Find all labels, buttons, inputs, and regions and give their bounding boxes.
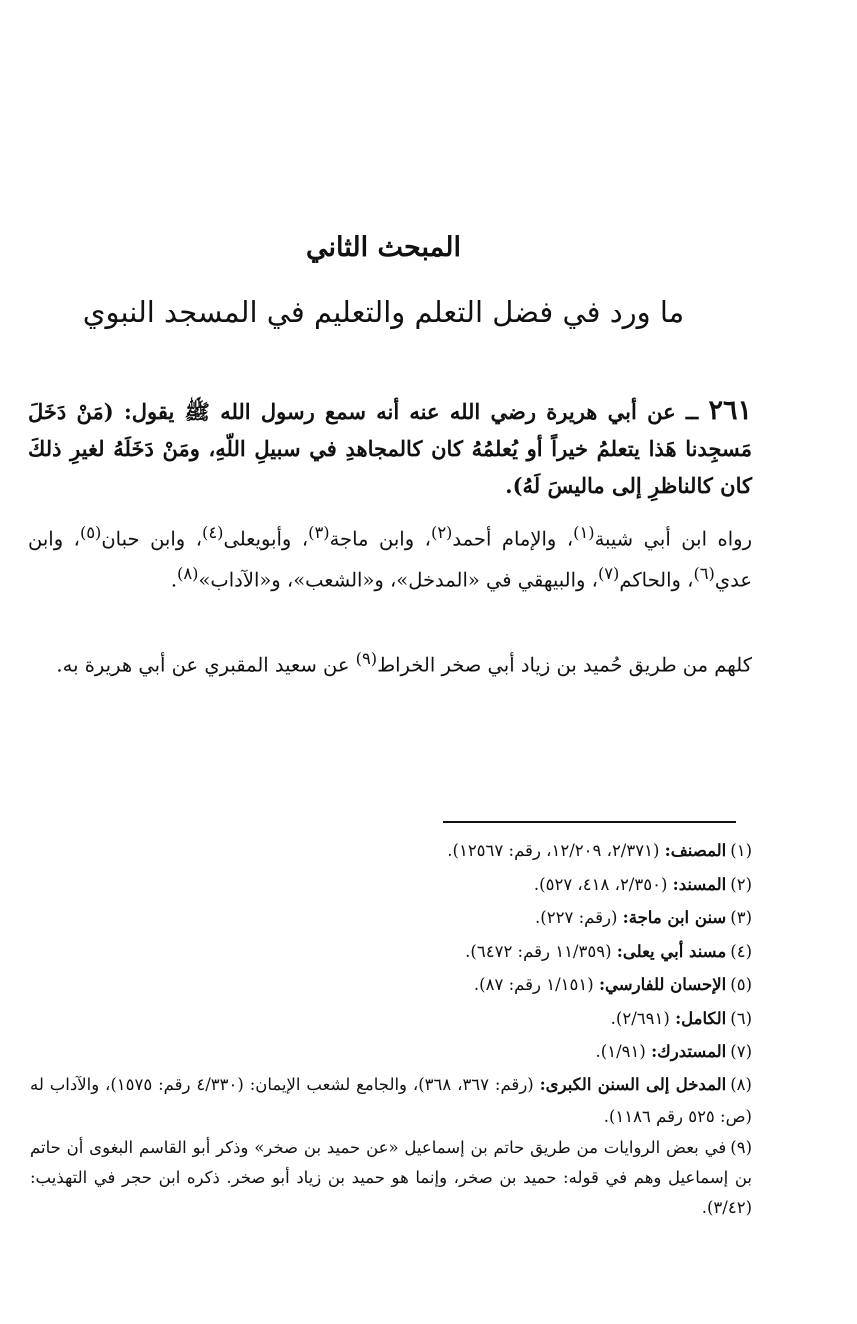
footnote-text: (٢/٣٧١، ١٢/٢٠٩، رقم: ١٢٥٦٧). <box>447 841 665 860</box>
footnote <box>30 901 752 935</box>
footnote-source: المصنف: <box>664 841 727 860</box>
footnote <box>30 1035 752 1069</box>
sources-text: رواه ابن أبي شيبة <box>594 527 752 551</box>
hadith-text: (مَنْ دَخَلَ مَسجِدنا هَذا يتعلمُ خيراً أو يُعلمُهُ كان كالمجاهدِ في سبيلِ اللّهِ، ومَنْ دَخَلَهُ لغيرِ ذلكَ كان كالناظرِ إلى ماليسَ لَهُ). <box>28 399 752 498</box>
section-subtitle: ما ورد في فضل التعلم والتعليم في المسجد النبوي <box>82 295 685 329</box>
footnote-source: مسند أبي يعلى: <box>616 941 727 961</box>
sources-text: ، والإمام أحمد <box>452 527 574 551</box>
footnote-ref: (٨) <box>177 563 199 583</box>
footnote <box>30 868 752 902</box>
sources-text: ، والبيهقي في «المدخل»، و«الشعب»، و«الآداب» <box>198 568 598 591</box>
footnote <box>30 935 752 969</box>
footnote-text: (رقم: ٣٦٧، ٣٦٨)، والجامع لشعب الإيمان: (٤/٣٣٠ رقم: ١٥٧٥)، والآداب له (ص: ٥٢٥ رقم ١١٨٦). <box>30 1074 752 1126</box>
sources-text: ، وأبويعلى <box>223 527 309 551</box>
footnote-source: المسند: <box>672 874 727 894</box>
footnote-text: (١/١٥١ رقم: ٨٧). <box>473 975 599 994</box>
footnote-text: (٢/٣٥٠، ٤١٨، ٥٢٧). <box>533 874 673 894</box>
sources-text: ، والحاكم <box>619 568 694 591</box>
footnote-number: (٣) <box>730 908 752 927</box>
footnote-text: في بعض الروايات من طريق حاتم بن إسماعيل «عن حميد بن صخر» وذكر أبو القاسم البغوى أن حاتم بن إسماعيل وهم في قوله: حميد بن صخر، وإنما هو حميد بن زياد أبو صخر. ذكره ابن حجر في التهذيب: (٣/٤٢). <box>30 1137 752 1217</box>
chain-paragraph <box>28 642 752 683</box>
sources-text: ، وابن عدي <box>28 527 752 591</box>
footnote-ref: (٥) <box>79 523 102 542</box>
footnote-number: (٧) <box>730 1042 752 1061</box>
chain-text: كلهم من طريق حُميد بن زياد أبي صخر الخراط <box>377 653 752 677</box>
footnote-number: (٩) <box>730 1137 752 1157</box>
footnote-number: (٨) <box>730 1074 752 1094</box>
footnote-ref: (٩) <box>355 649 378 668</box>
footnote-text: (١/٩١). <box>595 1042 652 1061</box>
footnote-number: (٢) <box>730 874 752 894</box>
footnote-ref: (١) <box>573 523 595 542</box>
sources-text: . <box>170 568 178 591</box>
sources-text: ، وابن ماجة <box>329 527 431 551</box>
footnote <box>30 1069 752 1133</box>
sources-paragraph <box>28 516 752 597</box>
footnote-number: (٥) <box>730 975 752 994</box>
footnote-number: (١) <box>730 841 752 860</box>
footnote-ref: (٧) <box>597 563 620 583</box>
sources-text: ، وابن حبان <box>101 527 203 551</box>
footnote-source: سنن ابن ماجة: <box>622 908 727 927</box>
footnote-ref: (٣) <box>308 523 330 542</box>
footnote-ref: (٢) <box>430 523 453 542</box>
hadith-intro: ــ عن أبي هريرة رضي الله عنه أنه سمع رسول الله ﷺ يقول: <box>113 399 709 424</box>
footnote-source: الكامل: <box>675 1008 727 1028</box>
chain-text: عن سعيد المقبري عن أبي هريرة به. <box>56 653 356 677</box>
footnote-ref: (٦) <box>693 563 715 583</box>
footnote-ref: (٤) <box>202 523 224 542</box>
hadith-number: ٢٦١ <box>708 395 752 426</box>
footnotes <box>30 834 752 1223</box>
footnote-source: الإحسان للفارسي: <box>598 975 727 994</box>
footnote-number: (٤) <box>730 941 752 961</box>
footnote-text: (رقم: ٢٢٧). <box>535 908 623 927</box>
footnote-source: المستدرك: <box>651 1042 727 1061</box>
section-title: المبحث الثاني <box>306 232 461 263</box>
footnote-number: (٦) <box>730 1008 752 1028</box>
footnote-text: (١١/٣٥٩ رقم: ٦٤٧٢). <box>465 941 617 961</box>
footnote-source: المدخل إلى السنن الكبرى: <box>539 1074 727 1094</box>
footnote <box>30 1133 752 1223</box>
footnote <box>30 834 752 868</box>
footnote-text: (٢/٦٩١). <box>610 1008 676 1028</box>
footnote-divider <box>443 821 736 823</box>
footnote <box>30 1002 752 1036</box>
hadith-paragraph <box>28 392 752 504</box>
footnote <box>30 968 752 1002</box>
